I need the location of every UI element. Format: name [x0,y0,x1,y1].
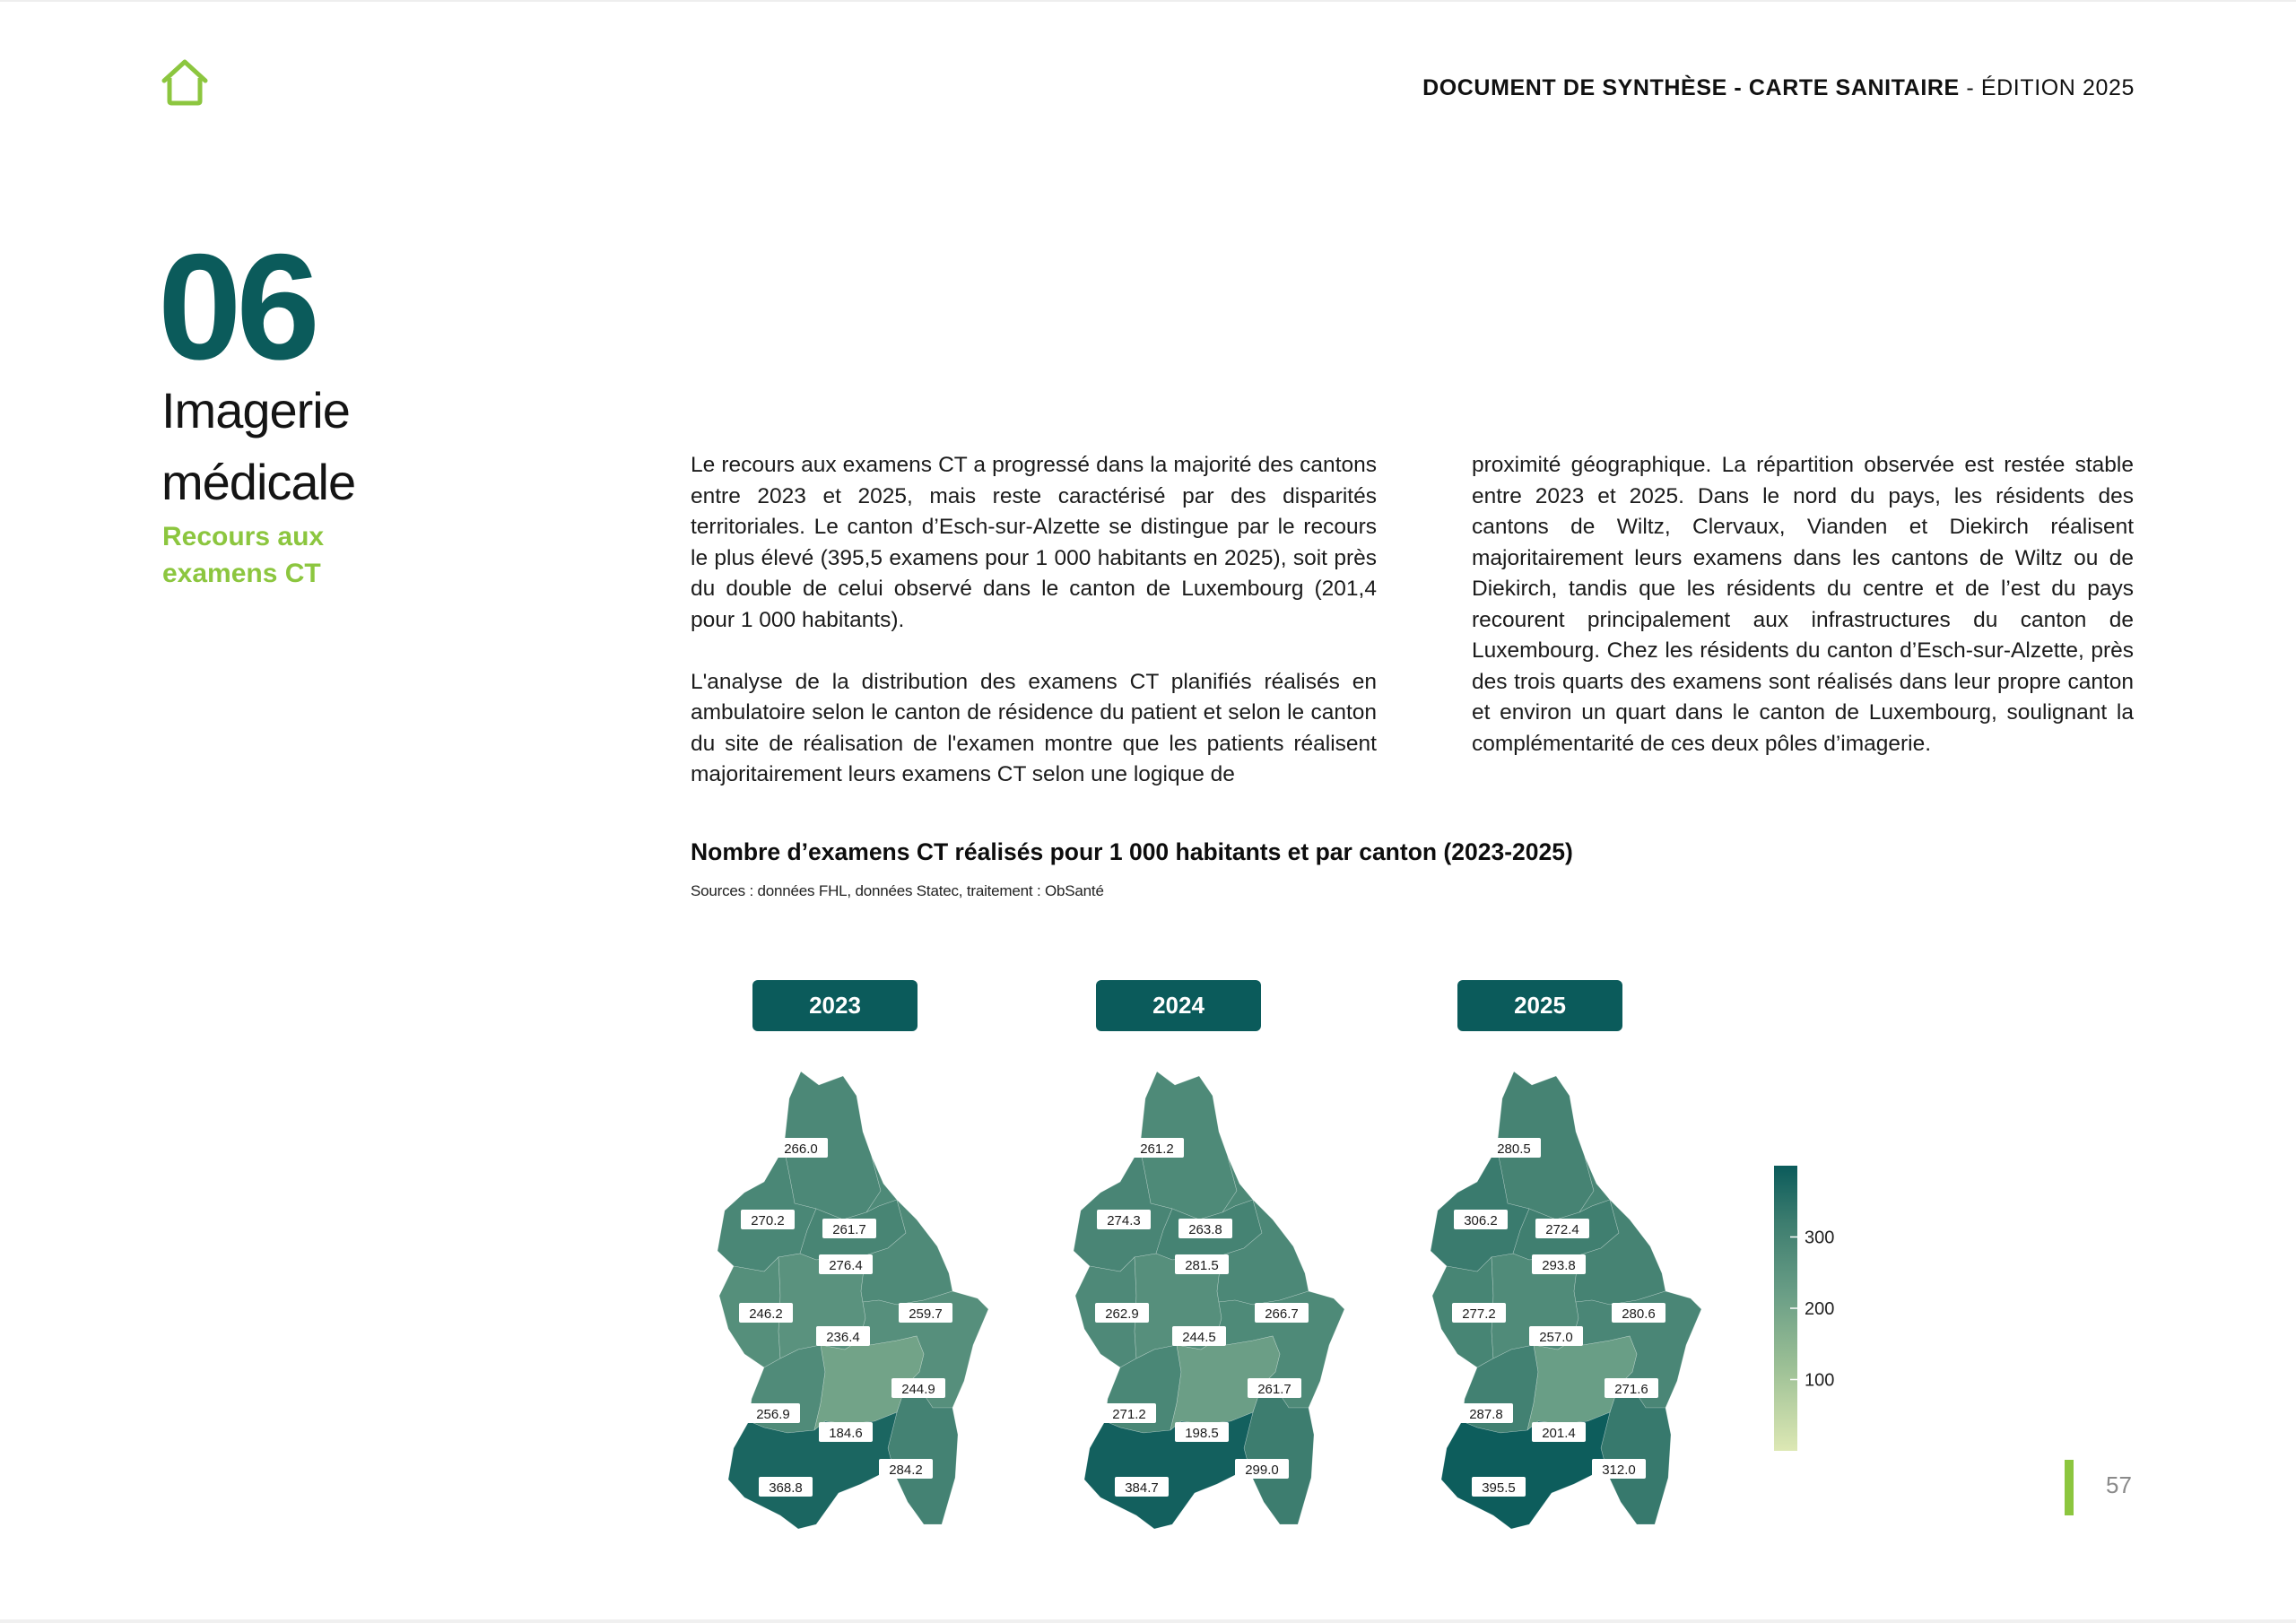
year-tab-2025: 2025 [1457,980,1622,1031]
value-label-mersch-2023: 236.4 [826,1330,860,1345]
map-2025 [1431,1072,1701,1529]
value-label-remich-2024: 299.0 [1245,1462,1279,1478]
year-tab-2023: 2023 [752,980,918,1031]
value-label-echternach-2025: 280.6 [1622,1306,1656,1322]
value-label-wiltz-2023: 270.2 [751,1213,785,1228]
value-label-luxembourg-2023: 184.6 [829,1426,863,1441]
value-label-diekirch-2024: 281.5 [1185,1258,1219,1273]
legend-tick-label: 100 [1805,1370,1835,1391]
value-label-esch-sur-alzette-2025: 395.5 [1482,1480,1516,1496]
map-2023 [718,1072,988,1529]
paragraph-2: L'analyse de la distribution des examens CT planifiés réalisés en ambulatoire selon le canton de résidence du patient et selon le canton du site de réalisation de l'examen montre que les patients réalisent majoritairement leurs examens CT selon une logique de [691,669,1377,786]
value-label-redange-2023: 246.2 [749,1306,783,1322]
color-legend [1774,1166,1882,1457]
value-label-clervaux-2024: 261.2 [1140,1141,1174,1157]
value-label-esch-sur-alzette-2023: 368.8 [769,1480,803,1496]
value-label-esch-sur-alzette-2024: 384.7 [1125,1480,1159,1496]
value-label-mersch-2025: 257.0 [1539,1330,1573,1345]
paragraph-3: proximité géographique. La répartition observée est restée stable entre 2023 et 2025. Dans le nord du pays, les résidents des cantons de Wiltz, Clervaux, Vianden et Diekirch réalisent majoritairement leurs examens dans les cantons de Wiltz ou de Diekirch, tandis que les résidents du centre et de l’est du pays recourent principalement aux infrastructures du canton de Luxembourg. Chez les résidents du canton d’Esch-sur-Alzette, près des trois quarts des examens sont réalisés dans leur propre canton et environ un quart dans le canton de Luxembourg, soulignant la complémentarité de ces deux pôles d’imagerie. [1472,453,2134,756]
value-label-luxembourg-2025: 201.4 [1542,1426,1576,1441]
value-label-vianden-2023: 261.7 [832,1222,866,1237]
chapter-number: 06 [158,222,315,391]
bottom-rule [0,1619,2296,1623]
chapter-subtitle: Recours aux examens CT [162,522,325,588]
value-label-capellen-2025: 287.8 [1469,1407,1503,1422]
value-label-diekirch-2023: 276.4 [829,1258,863,1273]
value-label-clervaux-2025: 280.5 [1497,1141,1531,1157]
value-label-grevenmacher-2023: 244.9 [901,1382,935,1397]
value-label-echternach-2023: 259.7 [909,1306,943,1322]
value-label-diekirch-2025: 293.8 [1542,1258,1576,1273]
value-label-capellen-2024: 271.2 [1112,1407,1146,1422]
page-number-bar [2065,1460,2074,1515]
paragraph-1: Le recours aux examens CT a progressé dans la majorité des cantons entre 2023 et 2025, mais reste caractérisé par des disparités territoriales. Le canton d’Esch-sur-Alzette se distingue par le recours le plus élevé (395,5 examens pour 1 000 habitants en 2025), soit près du double de celui observé dans le canton de Luxembourg (201,4 pour 1 000 habitants). [691,453,1377,632]
header-title-edition: - ÉDITION 2025 [1959,75,2135,100]
value-label-wiltz-2025: 306.2 [1464,1213,1498,1228]
value-label-grevenmacher-2024: 261.7 [1257,1382,1292,1397]
chapter-title: Imagerie médicale [161,382,356,510]
value-label-redange-2024: 262.9 [1105,1306,1139,1322]
value-label-redange-2025: 277.2 [1462,1306,1496,1322]
value-label-remich-2023: 284.2 [889,1462,923,1478]
value-label-grevenmacher-2025: 271.6 [1614,1382,1648,1397]
legend-tick-label: 300 [1805,1228,1835,1248]
value-label-luxembourg-2024: 198.5 [1185,1426,1219,1441]
value-label-remich-2025: 312.0 [1602,1462,1636,1478]
figure-source: Sources : données FHL, données Statec, traitement : ObSanté [691,882,1104,899]
legend-tick-label: 200 [1805,1299,1835,1319]
value-label-capellen-2023: 256.9 [756,1407,790,1422]
value-label-mersch-2024: 244.5 [1182,1330,1216,1345]
value-label-clervaux-2023: 266.0 [784,1141,818,1157]
value-label-vianden-2024: 263.8 [1188,1222,1222,1237]
map-2024 [1074,1072,1344,1529]
year-tab-2024: 2024 [1096,980,1261,1031]
value-label-echternach-2024: 266.7 [1265,1306,1299,1322]
header-title-bold: DOCUMENT DE SYNTHÈSE - CARTE SANITAIRE [1422,75,1960,100]
value-label-vianden-2025: 272.4 [1545,1222,1579,1237]
page-number: 57 [2106,1471,2132,1498]
figure-title: Nombre d’examens CT réalisés pour 1 000 habitants et par canton (2023-2025) [691,838,1573,865]
value-label-wiltz-2024: 274.3 [1107,1213,1141,1228]
